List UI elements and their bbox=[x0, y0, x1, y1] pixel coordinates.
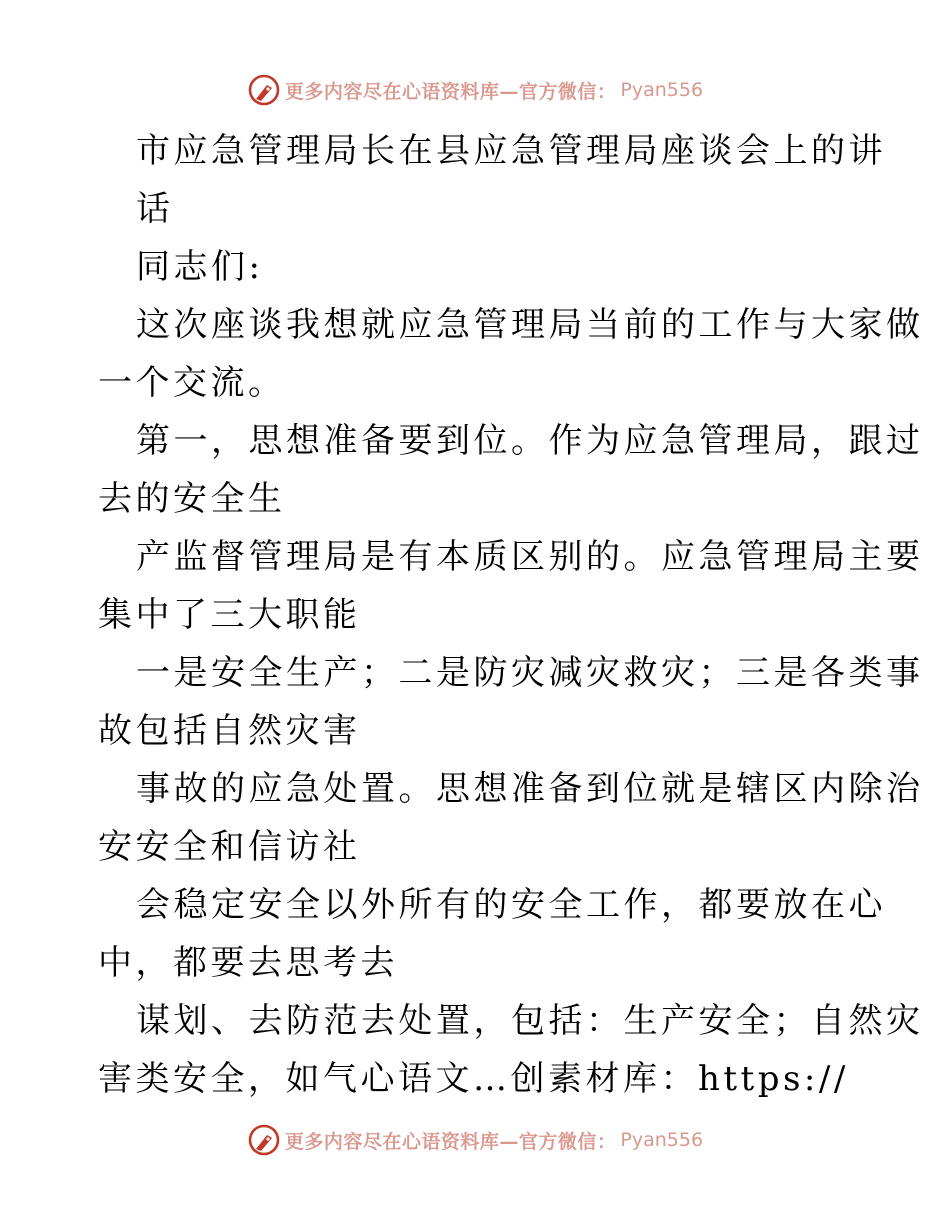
paragraph-line: 会稳定安全以外所有的安全工作，都要放在心 bbox=[136, 885, 886, 925]
paragraph-line: 事故的应急处置。思想准备到位就是辖区内除治 bbox=[136, 769, 924, 809]
paragraph-line: 害类安全，如气心语文…创素材库：https:// bbox=[98, 1059, 849, 1099]
header-watermark bbox=[0, 70, 950, 110]
paragraph-line: 去的安全生 bbox=[98, 479, 286, 519]
paragraph-line: 集中了三大职能 bbox=[98, 595, 361, 635]
paragraph-line: 谋划、去防范去处置，包括：生产安全；自然灾 bbox=[136, 1001, 924, 1041]
paragraph-line: 一个交流。 bbox=[98, 363, 286, 403]
title-line-2: 话 bbox=[136, 189, 174, 229]
pen-nib-circle-icon bbox=[247, 73, 281, 107]
pen-nib-circle-icon bbox=[247, 1123, 281, 1157]
paragraph-line: 这次座谈我想就应急管理局当前的工作与大家做 bbox=[136, 305, 924, 345]
title-line-1: 市应急管理局长在县应急管理局座谈会上的讲 bbox=[136, 131, 886, 171]
salutation: 同志们: bbox=[136, 247, 264, 287]
watermark-wechat-id: Pyan556 bbox=[620, 79, 704, 101]
paragraph-line: 安安全和信访社 bbox=[98, 827, 361, 867]
paragraph-line: 产监督管理局是有本质区别的。应急管理局主要 bbox=[136, 537, 924, 577]
watermark-brand-text: 更多内容尽在心语资料库—官方微信： bbox=[284, 1130, 617, 1153]
paragraph-line: 第一，思想准备要到位。作为应急管理局，跟过 bbox=[136, 421, 924, 461]
watermark-wechat-id: Pyan556 bbox=[620, 1129, 704, 1151]
document-body bbox=[98, 122, 924, 1108]
footer-watermark bbox=[0, 1120, 950, 1160]
paragraph-line: 中，都要去思考去 bbox=[98, 943, 398, 983]
watermark-brand-text: 更多内容尽在心语资料库—官方微信： bbox=[284, 80, 617, 103]
paragraph-line: 故包括自然灾害 bbox=[98, 711, 361, 751]
paragraph-line: 一是安全生产；二是防灾减灾救灾；三是各类事 bbox=[136, 653, 924, 693]
